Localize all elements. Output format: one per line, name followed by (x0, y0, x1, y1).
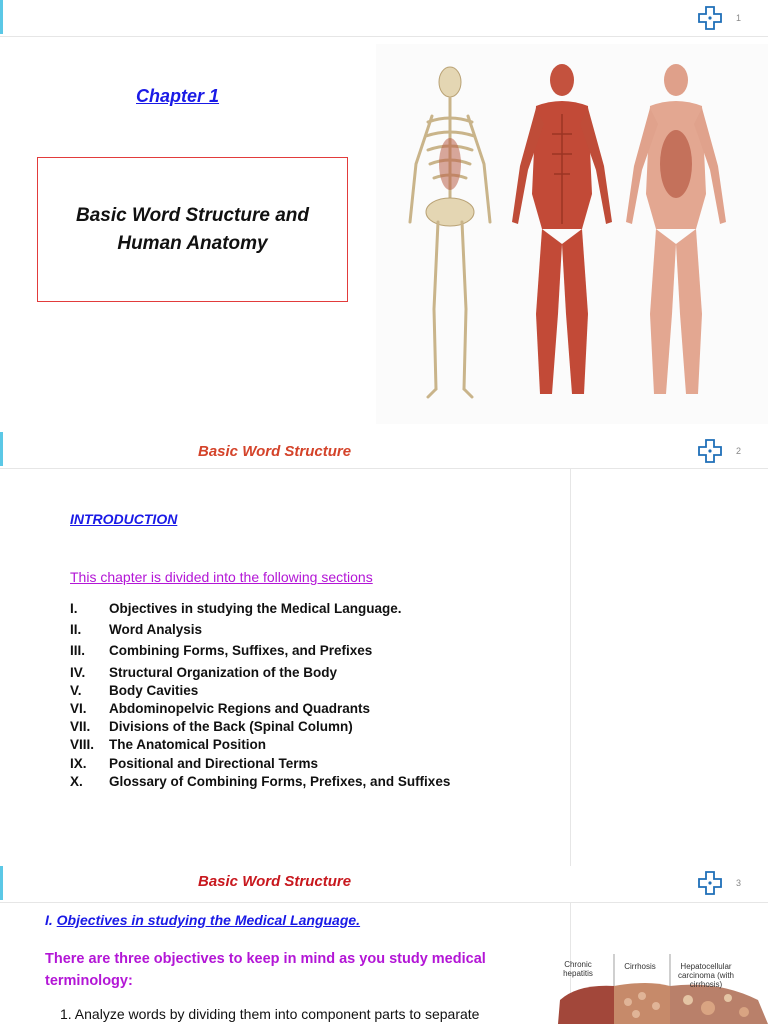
slide-title: Basic Word Structure and Human Anatomy (76, 204, 309, 254)
objective-item-1: 1. Analyze words by dividing them into component parts to separate (60, 1006, 480, 1022)
figure-label: Chronic hepatitis (563, 960, 593, 978)
objectives-number: I. (45, 912, 53, 928)
section-list (70, 600, 560, 791)
list-item: IX. Positional and Directional Terms (70, 755, 319, 771)
slide-number: 3 (736, 878, 742, 888)
medical-cross-icon (698, 439, 722, 463)
slide-accent-bar (0, 432, 3, 466)
list-item: II. Word Analysis (70, 622, 203, 638)
objectives-intro: There are three objectives to keep in mind as you study medical terminology: (45, 951, 486, 989)
slide-accent-bar (0, 866, 3, 900)
medical-cross-icon (698, 871, 722, 895)
header-divider (0, 36, 768, 37)
organ-figure (626, 64, 726, 394)
figure-label: Cirrhosis (624, 962, 656, 971)
header-divider (0, 468, 768, 469)
introduction-heading[interactable]: INTRODUCTION (70, 511, 178, 527)
header-divider (0, 902, 768, 903)
objectives-heading[interactable] (45, 912, 360, 928)
objectives-link[interactable]: Objectives in studying the Medical Language. (56, 912, 361, 928)
list-item: IV. Structural Organization of the Body (70, 664, 338, 680)
slide-accent-bar (0, 0, 3, 34)
sections-subheading: This chapter is divided into the following sections (70, 569, 373, 585)
list-item: X. Glossary of Combining Forms, Prefixes, and Suffixes (70, 773, 451, 789)
slide-title: Basic Word Structure (198, 873, 352, 890)
slide-1 (0, 0, 768, 432)
slide-number: 2 (736, 446, 742, 456)
list-item: VII. Divisions of the Back (Spinal Column) (70, 719, 353, 735)
figure-label: Hepatocellular carcinoma (with cirrhosis) (677, 962, 734, 989)
title-box (37, 157, 348, 302)
chapter-heading[interactable]: Chapter 1 (136, 86, 220, 106)
list-item: VI. Abdominopelvic Regions and Quadrants (70, 701, 371, 717)
skeleton-figure (410, 67, 490, 397)
list-item: I. Objectives in studying the Medical Language. (70, 601, 402, 616)
muscle-figure (512, 64, 612, 394)
list-item: V. Body Cavities (70, 682, 199, 698)
column-divider (570, 468, 571, 866)
medical-cross-icon (698, 6, 722, 30)
list-item: III. Combining Forms, Suffixes, and Prefixes (70, 643, 373, 659)
slide-title: Basic Word Structure (198, 443, 352, 460)
slide-number: 1 (736, 13, 742, 23)
anatomy-figures-image (376, 44, 768, 424)
list-item: VIII. The Anatomical Position (70, 737, 267, 753)
